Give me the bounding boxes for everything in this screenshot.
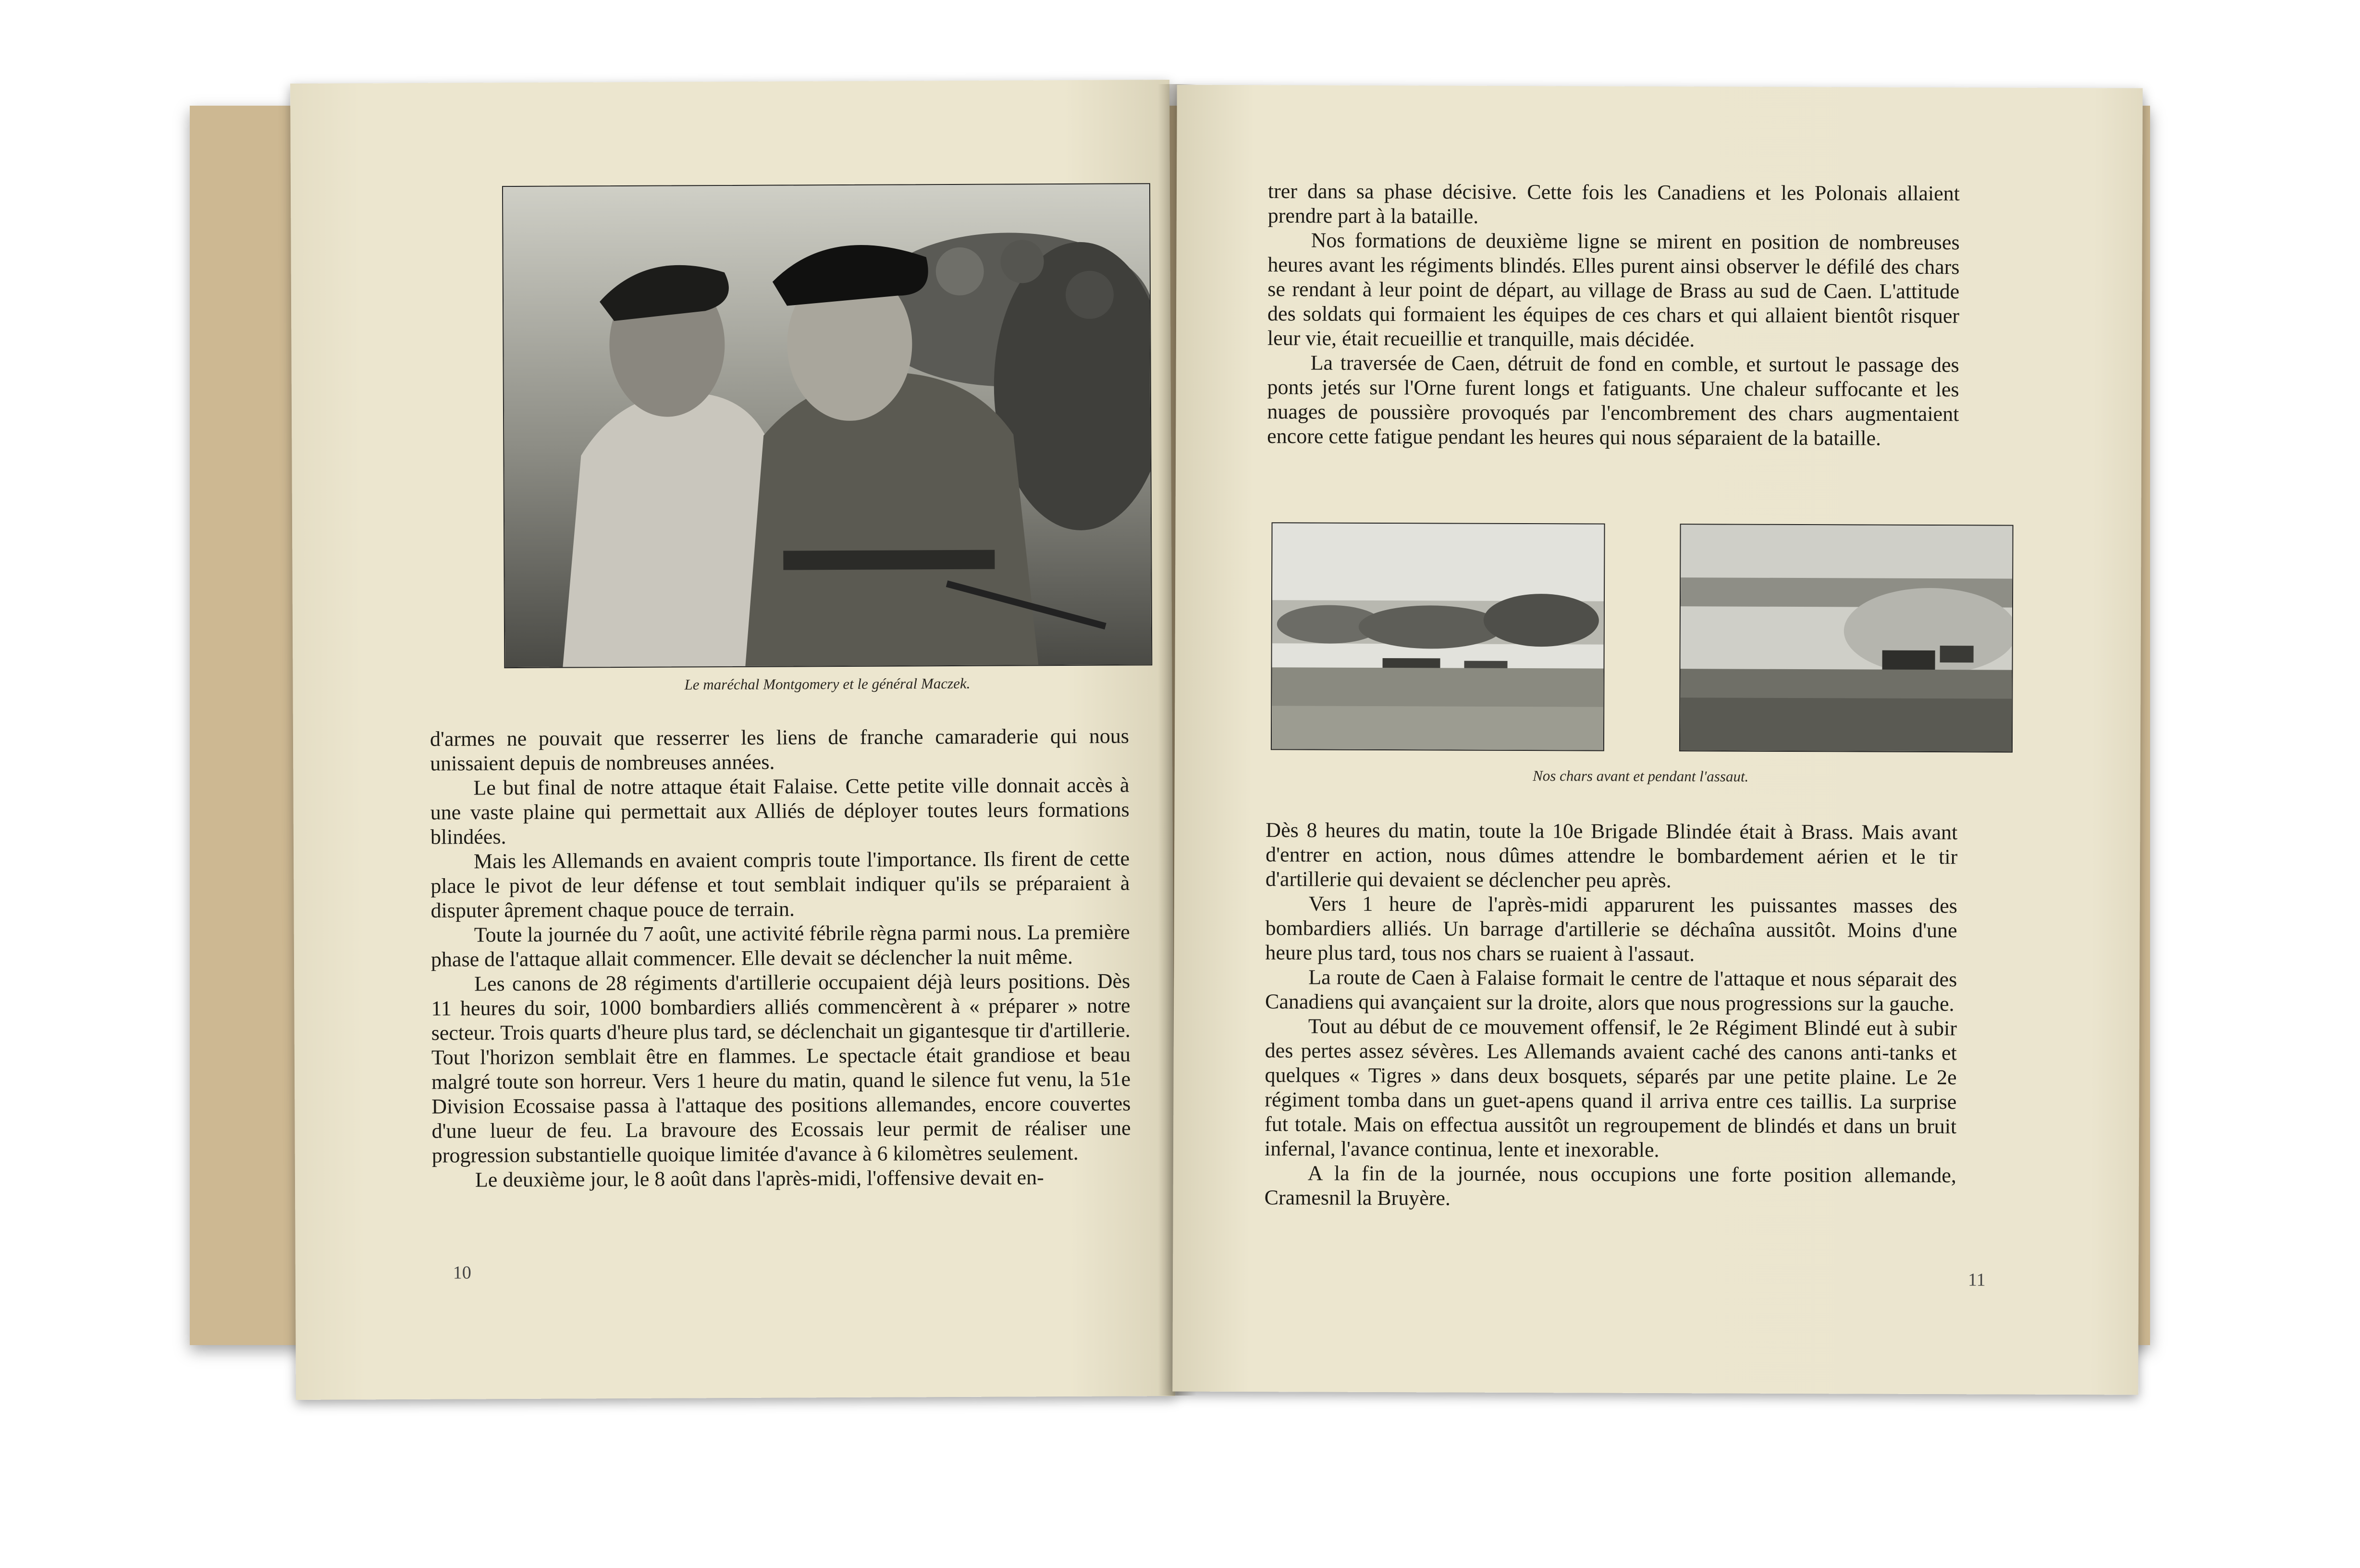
portrait-photo-caption: Le maréchal Montgomery et le général Maczek.: [684, 674, 971, 693]
page-number-left: 10: [453, 1262, 471, 1283]
paragraph: Vers 1 heure de l'après-midi apparurent les puissantes masses des bombardiers alliés. Un barrage d'artillerie se déchaîna aussitôt. Moins d'une heure plus tard, tous nos chars se ruaient à l'assaut.: [1265, 892, 1957, 966]
page-number-right: 11: [1968, 1270, 1986, 1290]
tanks-during-assault-image: [1680, 525, 2013, 751]
paragraph: Mais les Allemands en avaient compris toute l'importance. Ils firent de cette place le pivot de leur défense et tout semblait indiquer qu'ils se préparaient à disputer âprement chaque pouce de terrain.: [430, 846, 1130, 922]
portrait-photo: [502, 183, 1152, 668]
paragraph: Toute la journée du 7 août, une activité fébrile règna parmi nous. La première phase de l'attaque allait commencer. Elle devait se déclencher la nuit même.: [430, 920, 1130, 971]
tanks-before-assault-photo: [1271, 522, 1605, 751]
paragraph: trer dans sa phase décisive. Cette fois les Canadiens et les Polonais allaient prendre part à la bataille.: [1267, 179, 1960, 228]
left-page: [290, 80, 1175, 1400]
paragraph: La route de Caen à Falaise formait le centre de l'attaque et nous séparait des Canadiens qui avançaient sur la droite, alors que nous progressions sur la gauche.: [1265, 965, 1957, 1016]
tanks-during-assault-photo: [1679, 524, 2014, 752]
paragraph: Dès 8 heures du matin, toute la 10e Brigade Blindée était à Brass. Mais avant d'entrer en action, nous dûmes attendre le bombardement aérien et le tir d'artillerie qui devaient se déclencher peu après.: [1265, 818, 1958, 893]
right-page: [1172, 85, 2142, 1395]
paragraph: Nos formations de deuxième ligne se mirent en position de nombreuses heures avant les régiments blindés. Elles purent ainsi observer le défilé des chars se rendant à leur point de départ, au village de Brass au sud de Caen. L'attitude des soldats qui formaient les équipes de ces chars et qui allaient bientôt risquer leur vie, était recueillie et tranquille, mais décidée.: [1267, 228, 1960, 352]
tanks-photos-caption: Nos chars avant et pendant l'assaut.: [1533, 767, 1749, 785]
right-page-text-top: [1267, 179, 1960, 451]
paragraph: A la fin de la journée, nous occupions une forte position allemande, Cramesnil la Bruyère.: [1264, 1161, 1956, 1210]
tanks-before-assault-image: [1272, 523, 1604, 750]
paragraph: Le deuxième jour, le 8 août dans l'après-midi, l'offensive devait en-: [475, 1165, 1044, 1192]
paragraph: Le but final de notre attaque était Falaise. Cette petite ville donnait accès à une vaste plaine qui permettait aux Alliés de déployer toutes leurs formations blindées.: [430, 773, 1130, 849]
right-page-text-bottom: [1265, 818, 1958, 1212]
paragraph: Tout au début de ce mouvement offensif, le 2e Régiment Blindé eut à subir des pertes assez sévères. Les Allemands avaient caché des canons anti-tanks et quelques « Tigres » dans deux bosquets, séparés par une petite plaine. Le 2e régiment tomba dans un guet-apens quand il arriva entre ces taillis. La surprise fut totale. Mais on effectua aussitôt un regroupement de blindés et dans un bruit infernal, l'avance continua, lente et inexorable.: [1264, 1014, 1957, 1162]
paragraph: Les canons de 28 régiments d'artillerie occupaient déjà leurs positions. Dès 11 heures du soir, 1000 bombardiers alliés commencèrent à « préparer » notre secteur. Trois quarts d'heure plus tard, se déclenchait un gigantesque tir d'artillerie. Tout l'horizon semblait être en flammes. Le spectacle était grandiose et beau malgré toute son horreur. Vers 1 heure du matin, quand le silence fut venu, la 51e Division Ecossaise passa à l'attaque des positions allemandes, encore couvertes d'une lueur de feu. La bravoure des Ecossais leur permit de réaliser une progression substantielle quoique limitée d'avance à 6 kilomètres seulement.: [431, 969, 1131, 1167]
paragraph: d'armes ne pouvait que resserrer les liens de franche camaraderie qui nous unissaient depuis de nombreuses années.: [430, 724, 1130, 775]
paragraph: La traversée de Caen, détruit de fond en comble, et surtout le passage des ponts jetés sur l'Orne furent longs et fatiguants. Une chaleur suffocante et les nuages de poussière provoqués par l'encombrement des chars augmentaient encore cette fatigue pendant les heures qui nous séparaient de la bataille.: [1267, 351, 1959, 450]
left-page-text: [430, 723, 1131, 1192]
portrait-photo-image: [503, 184, 1151, 667]
